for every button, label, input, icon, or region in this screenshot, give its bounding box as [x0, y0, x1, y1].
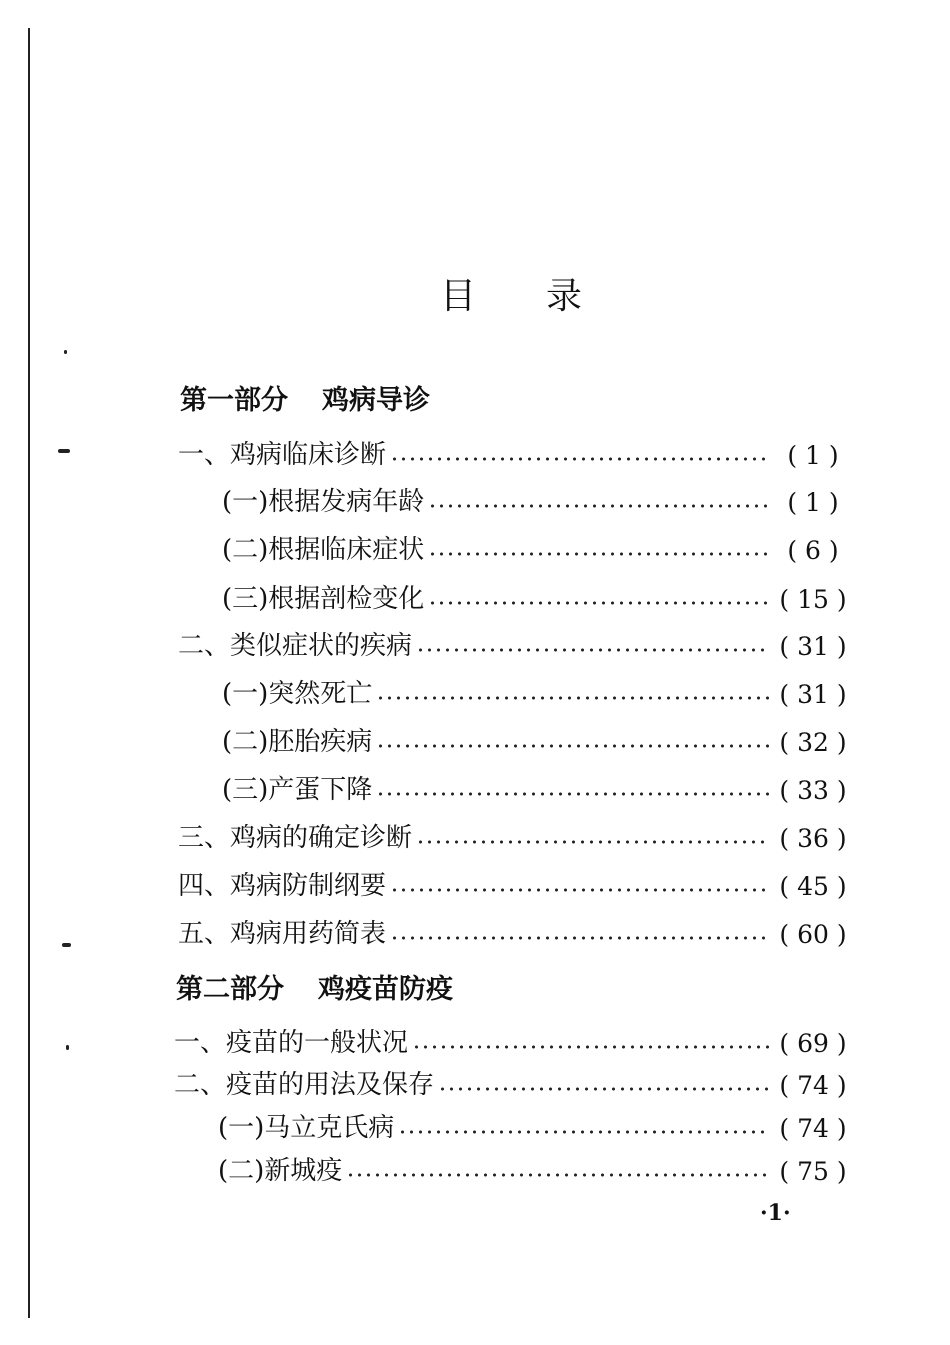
toc-entry[interactable] [178, 817, 850, 853]
scan-speck [66, 1045, 69, 1050]
toc-entry-label: (一)马立克氏病 [218, 1112, 395, 1143]
toc-entry-page: ( 6 ) [787, 535, 839, 565]
toc-entry-page: ( 69 ) [779, 1028, 847, 1058]
leader-dots [398, 1129, 770, 1135]
toc-entry-label: (三)产蛋下降 [222, 774, 373, 805]
toc-entry-page: ( 75 ) [779, 1156, 847, 1186]
leader-dots [428, 600, 770, 606]
toc-entry[interactable] [222, 673, 850, 709]
leader-dots [416, 647, 770, 653]
leader-dots [390, 887, 770, 893]
leader-dots [438, 1086, 770, 1092]
toc-entry-page: ( 36 ) [779, 823, 847, 853]
toc-entry-page: ( 31 ) [779, 631, 847, 661]
leader-dots [428, 503, 770, 509]
toc-entry-page: ( 60 ) [779, 919, 847, 949]
toc-entry[interactable] [178, 913, 850, 949]
toc-entry-page: ( 74 ) [779, 1113, 847, 1143]
part-name: 鸡病导诊 [322, 385, 430, 416]
toc-entry-label: (二)新城疫 [218, 1155, 343, 1186]
toc-entry-page: ( 33 ) [779, 775, 847, 805]
part-name: 鸡疫苗防疫 [318, 974, 453, 1005]
scan-speck [58, 449, 70, 453]
leader-dots [376, 743, 770, 749]
toc-entry-label: 四、鸡病防制纲要 [178, 870, 387, 901]
toc-entry[interactable] [218, 1107, 850, 1143]
toc-title [440, 268, 582, 319]
toc-entry-label: (一)突然死亡 [222, 678, 373, 709]
leader-dots [428, 551, 770, 557]
toc-entry[interactable] [178, 434, 850, 470]
toc-entry[interactable] [222, 578, 850, 614]
toc-entry-page: ( 31 ) [779, 679, 847, 709]
toc-entry-label: (三)根据剖检变化 [222, 583, 425, 614]
toc-entry-page: ( 74 ) [779, 1070, 847, 1100]
leader-dots [376, 791, 770, 797]
toc-entry[interactable] [222, 769, 850, 805]
toc-entry-label: 五、鸡病用药简表 [178, 918, 387, 949]
toc-entry-page: ( 1 ) [787, 487, 839, 517]
toc-entry[interactable] [222, 529, 850, 565]
toc-entry[interactable] [174, 1064, 850, 1100]
leader-dots [412, 1044, 770, 1050]
toc-entry[interactable] [218, 1150, 850, 1186]
part-label: 第二部分 [176, 974, 284, 1005]
page-number: ·1· [760, 1200, 791, 1226]
leader-dots [346, 1172, 770, 1178]
toc-entry-label: 一、疫苗的一般状况 [174, 1027, 409, 1058]
scan-speck [64, 350, 67, 354]
toc-entry-label: (二)根据临床症状 [222, 534, 425, 565]
leader-dots [390, 456, 770, 462]
toc-title-char-2: 录 [546, 276, 583, 317]
toc-entry-label: 一、鸡病临床诊断 [178, 439, 387, 470]
toc-entry-page: ( 32 ) [779, 727, 847, 757]
leader-dots [390, 935, 770, 941]
toc-title-char-1: 目 [440, 276, 477, 317]
toc-entry-page: ( 15 ) [779, 584, 847, 614]
toc-entry[interactable] [222, 481, 850, 517]
toc-entry[interactable] [174, 1022, 850, 1058]
toc-entry-page: ( 1 ) [787, 440, 839, 470]
toc-entry[interactable] [178, 865, 850, 901]
toc-entry-label: (二)胚胎疾病 [222, 726, 373, 757]
leader-dots [376, 695, 770, 701]
toc-entry-label: 三、鸡病的确定诊断 [178, 822, 413, 853]
toc-entry-page: ( 45 ) [779, 871, 847, 901]
part-heading-2 [176, 967, 453, 1006]
toc-entry-label: 二、疫苗的用法及保存 [174, 1069, 435, 1100]
toc-entry[interactable] [222, 721, 850, 757]
toc-entry[interactable] [178, 625, 850, 661]
part-label: 第一部分 [180, 385, 288, 416]
page-margin-line [28, 28, 30, 1318]
scan-speck [62, 943, 71, 947]
part-heading-1 [180, 378, 430, 417]
toc-entry-label: 二、类似症状的疾病 [178, 630, 413, 661]
toc-entry-label: (一)根据发病年龄 [222, 486, 425, 517]
leader-dots [416, 839, 770, 845]
